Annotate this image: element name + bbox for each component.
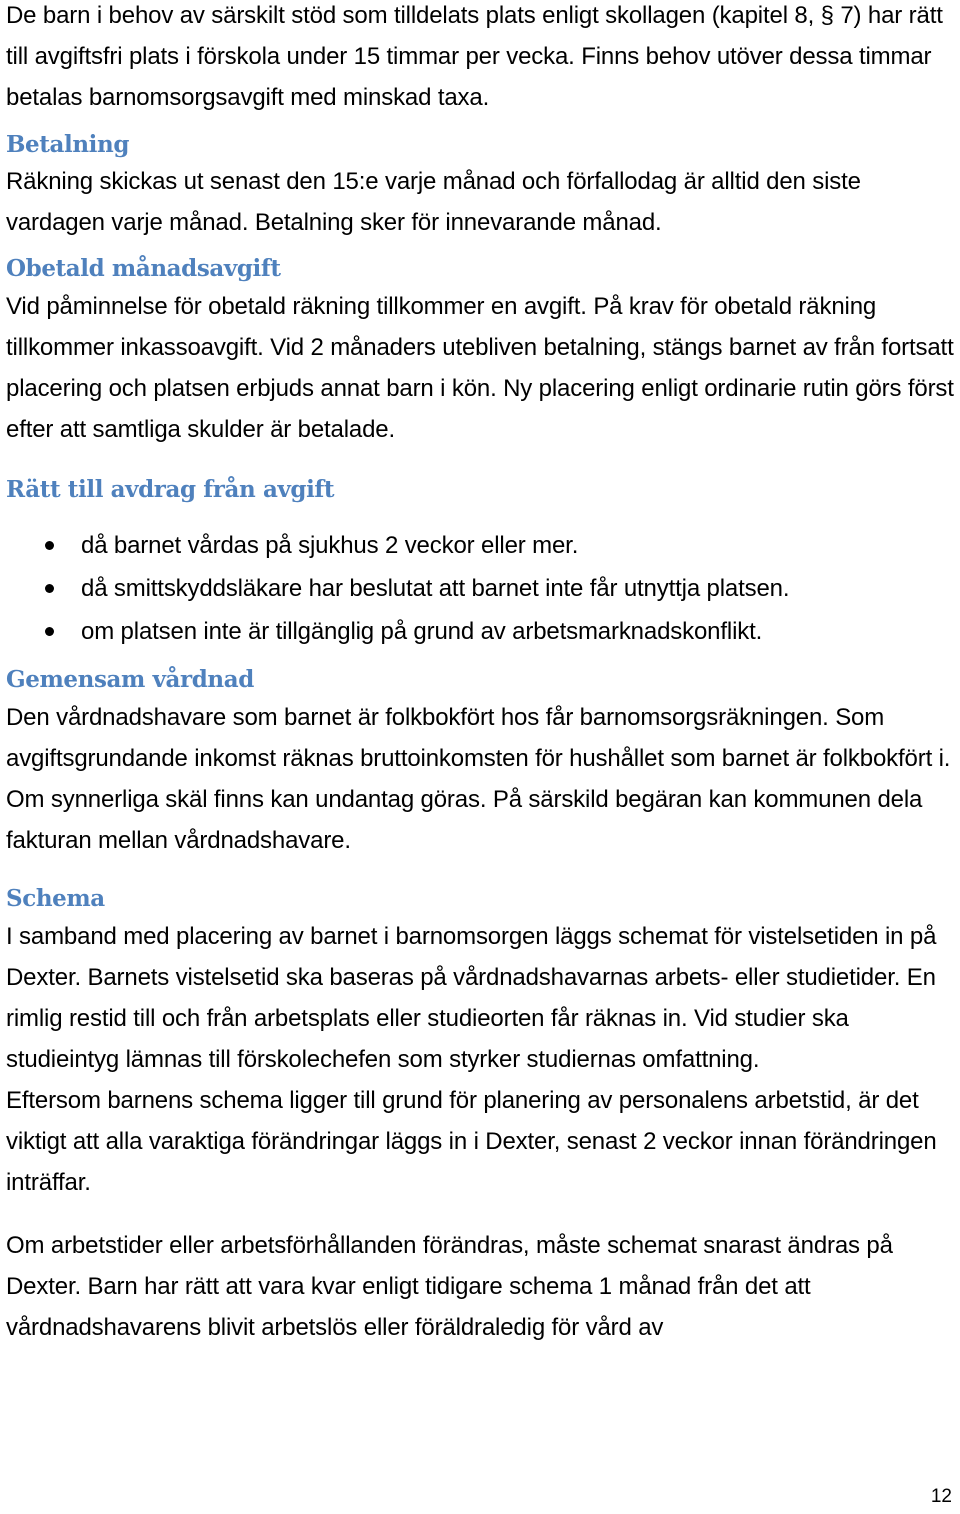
heading-obetald: Obetald månadsavgift xyxy=(6,255,281,282)
bullet-icon xyxy=(45,584,54,593)
avdrag-list xyxy=(6,524,954,653)
list-item-text: om platsen inte är tillgänglig på grund av arbetsmarknadskonflikt. xyxy=(81,618,763,645)
heading-betalning: Betalning xyxy=(6,131,130,158)
list-item-text: då smittskyddsläkare har beslutat att barnet inte får utnyttja platsen. xyxy=(81,575,790,602)
heading-avdrag: Rätt till avdrag från avgift xyxy=(6,476,335,503)
betalning-text: Räkning skickas ut senast den 15:e varje månad och förfallodag är alltid den siste vardagen varje månad. Betalning sker för innevarande månad. xyxy=(6,168,861,236)
schema-paragraph-3: Om arbetstider eller arbetsförhållanden förändras, måste schemat snarast ändras på Dexter. Barn har rätt att vara kvar enligt tidigare schema 1 månad från det att vårdnadshavarens blivit arbetslös eller föräldraledig för vård av xyxy=(6,1232,893,1341)
intro-paragraph: De barn i behov av särskilt stöd som tilldelats plats enligt skollagen (kapitel 8, § 7) har rätt till avgiftsfri plats i förskola under 15 timmar per vecka. Finns behov utöver dessa timmar betalas barnomsorgsavgift med minskad taxa. xyxy=(6,2,943,111)
list-item xyxy=(6,610,954,653)
bullet-icon xyxy=(45,541,54,550)
heading-vardnad: Gemensam vårdnad xyxy=(6,666,254,693)
bullet-icon xyxy=(45,627,54,636)
list-item-text: då barnet vårdas på sjukhus 2 veckor eller mer. xyxy=(81,532,579,559)
schema-paragraph-1: I samband med placering av barnet i barnomsorgen läggs schemat för vistelsetiden in på Dexter. Barnets vistelsetid ska baseras på vårdnadshavarnas arbets- eller studietider. En rimlig restid till och från arbetsplats eller studieorten får räknas in. Vid studier ska studieintyg lämnas till förskolechefen som styrker studiernas omfattning. xyxy=(6,923,937,1073)
list-item xyxy=(6,567,954,610)
heading-schema: Schema xyxy=(6,885,105,912)
schema-paragraph-2: Eftersom barnens schema ligger till grund för planering av personalens arbetstid, är det viktigt att alla varaktiga förändringar läggs in i Dexter, senast 2 veckor innan förändringen inträffar. xyxy=(6,1087,937,1196)
betalning-paragraph xyxy=(6,161,946,243)
page-number: 12 xyxy=(930,1486,952,1507)
list-item xyxy=(6,524,954,567)
vardnad-paragraph: Den vårdnadshavare som barnet är folkbokfört hos får barnomsorgsräkningen. Som avgiftsgrundande inkomst räknas bruttoinkomsten för hushållet som barnet är folkbokfört i. Om synnerliga skäl finns kan undantag göras. På särskild begäran kan kommunen dela fakturan mellan vårdnadshavare. xyxy=(6,704,951,854)
obetald-paragraph: Vid påminnelse för obetald räkning tillkommer en avgift. På krav för obetald räkning tillkommer inkassoavgift. Vid 2 månaders utebliven betalning, stängs barnet av från fortsatt placering och platsen erbjuds annat barn i kön. Ny placering enligt ordinarie rutin görs först efter att samtliga skulder är betalade. xyxy=(6,293,954,443)
